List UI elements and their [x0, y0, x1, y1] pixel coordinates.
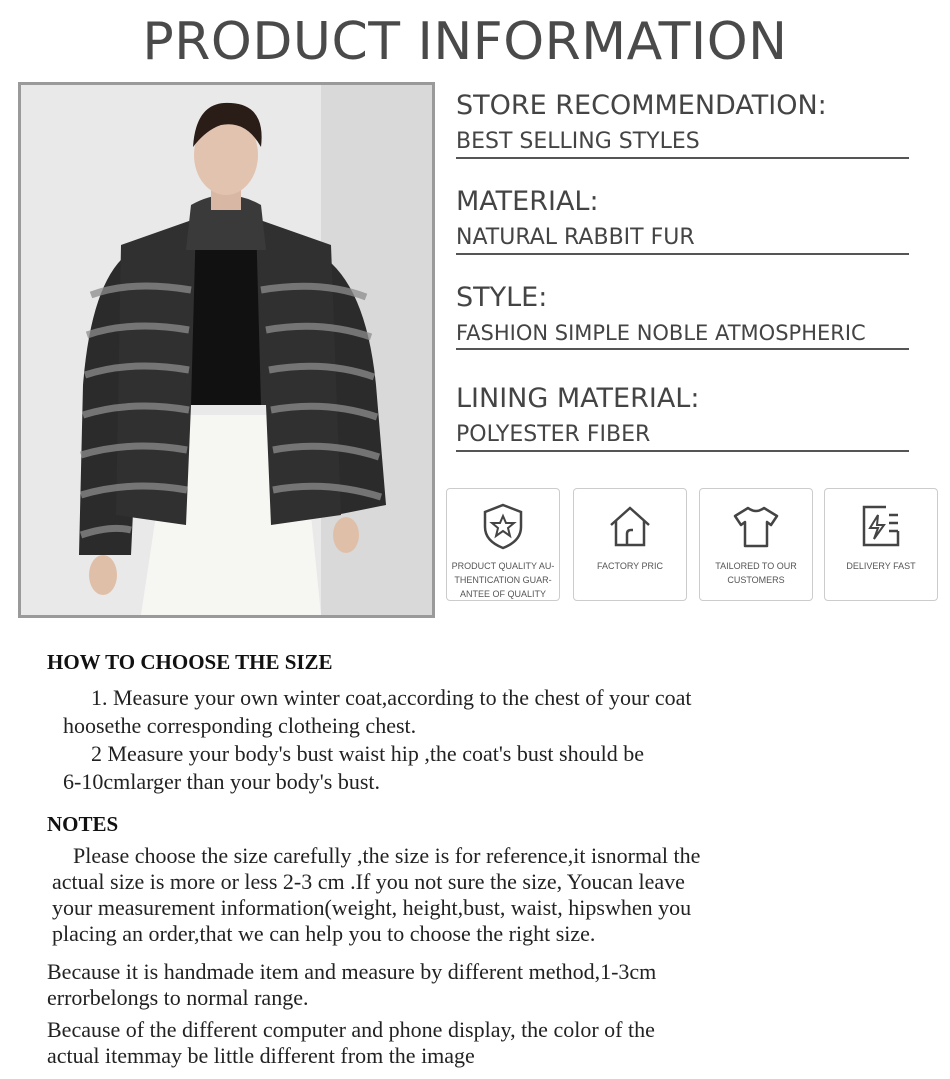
tshirt-icon: [731, 501, 781, 551]
size-guide-line: 1. Measure your own winter coat,according to the chest of your coat: [91, 685, 692, 710]
lightning-card-icon: [856, 501, 906, 551]
spec-lining-material: [456, 383, 909, 452]
notes-extra-line: errorbelongs to normal range.: [47, 985, 309, 1010]
badge-text-line: ANTEE OF QUALITY: [459, 589, 546, 599]
badge-factory-price: [573, 488, 687, 601]
notes-extra-line: Because it is handmade item and measure by different method,1-3cm: [47, 959, 657, 984]
notes-line: your measurement information(weight, height,bust, waist, hipswhen you: [52, 895, 692, 920]
spec-material: [456, 186, 909, 255]
badge-text-line: DELIVERY FAST: [846, 561, 916, 571]
spec-value: BEST SELLING STYLES: [456, 129, 909, 159]
badge-text-line: FACTORY PRIC: [596, 561, 664, 571]
badge-delivery: [824, 488, 938, 601]
spec-style: [456, 282, 909, 350]
page-title: PRODUCT INFORMATION: [142, 12, 788, 72]
factory-house-icon: [605, 501, 655, 551]
shield-star-icon: [478, 501, 528, 551]
spec-label: STYLE:: [456, 282, 548, 313]
size-guide-line: 2 Measure your body's bust waist hip ,the coat's bust should be: [91, 741, 644, 766]
badge-text-line: CUSTOMERS: [727, 575, 785, 585]
notes-line: placing an order,that we can help you to choose the right size.: [52, 921, 596, 946]
notes-heading: NOTES: [47, 812, 119, 836]
spec-label: MATERIAL:: [456, 186, 599, 217]
spec-store-recommendation: [456, 90, 909, 159]
spec-label: STORE RECOMMENDATION:: [456, 90, 827, 121]
size-guide-line: hoosethe corresponding clotheing chest.: [63, 713, 417, 738]
product-photo: [18, 82, 435, 618]
notes-line: actual size is more or less 2-3 cm .If you not sure the size, Youcan leave: [52, 869, 685, 894]
badge-text-line: TAILORED TO OUR: [715, 561, 797, 571]
badge-tailored: [699, 488, 813, 601]
notes-extra-line: Because of the different computer and phone display, the color of the: [47, 1017, 655, 1042]
notes-extra-line: actual itemmay be little different from the image: [47, 1043, 475, 1068]
spec-label: LINING MATERIAL:: [456, 383, 700, 414]
spec-value: FASHION SIMPLE NOBLE ATMOSPHERIC: [456, 321, 909, 350]
badge-text-line: PRODUCT QUALITY AU-: [451, 561, 555, 571]
spec-value: POLYESTER FIBER: [456, 422, 909, 452]
model-fur-coat-illustration: [21, 85, 432, 615]
size-guide-heading: HOW TO CHOOSE THE SIZE: [47, 650, 333, 674]
badge-quality: [446, 488, 560, 601]
spec-value: NATURAL RABBIT FUR: [456, 225, 909, 255]
badge-text-line: THENTICATION GUAR-: [454, 575, 552, 585]
size-guide-line: 6-10cmlarger than your body's bust.: [63, 769, 381, 794]
notes-line: Please choose the size carefully ,the size is for reference,it isnormal the: [73, 843, 701, 868]
